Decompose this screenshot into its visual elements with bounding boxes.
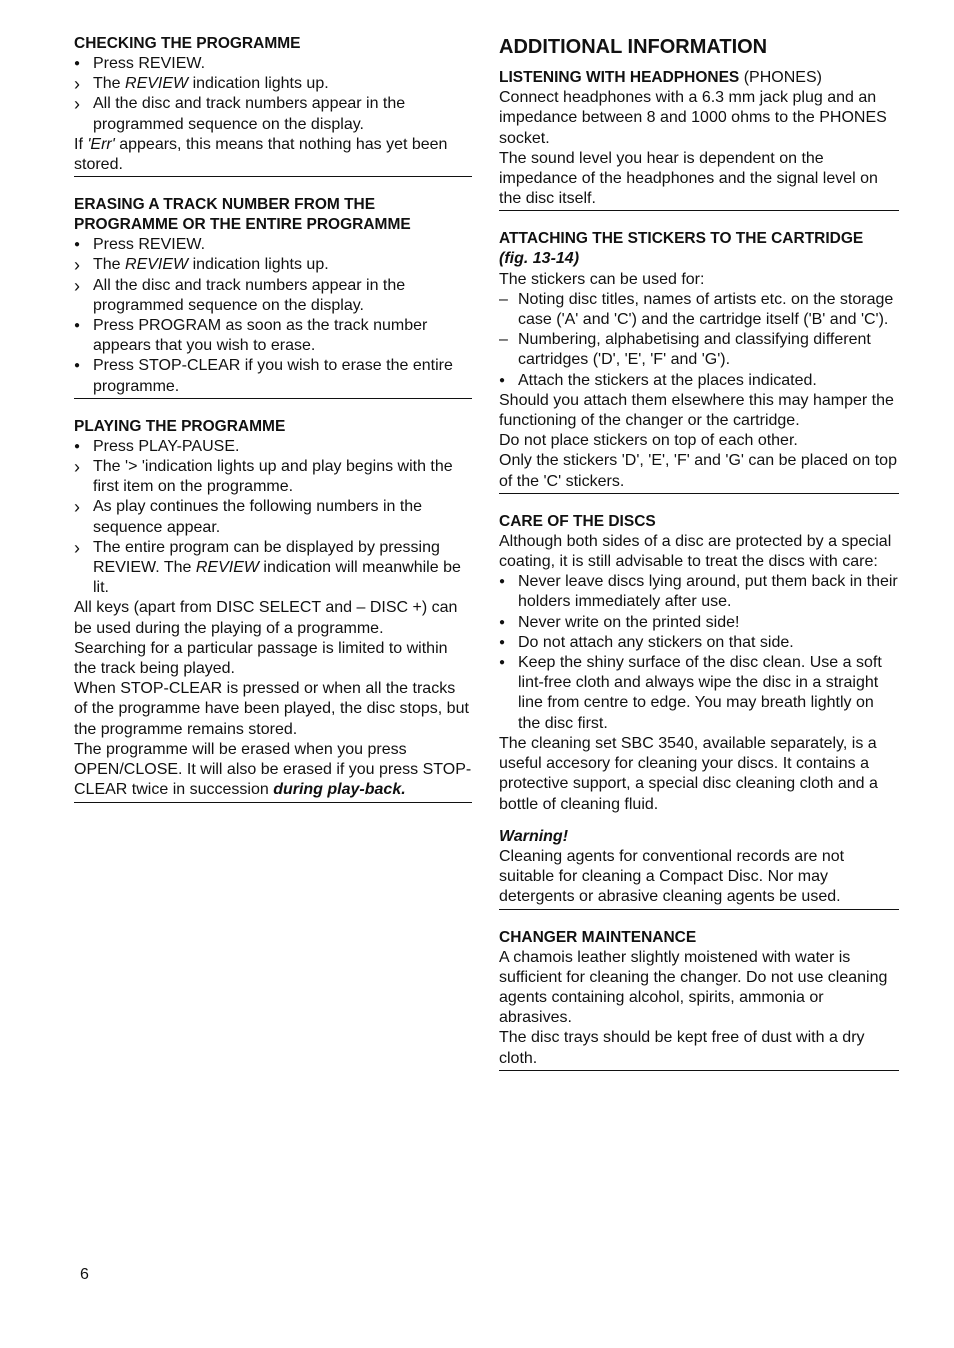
item-text: The — [93, 256, 126, 274]
arrow-icon — [74, 538, 93, 560]
paragraph: The sound level you hear is dependent on the impedance of the headphones and the signal level on the disc itself. — [499, 149, 878, 208]
item-text: Noting disc titles, names of artists etc. on the storage case ('A' and 'C') and the cartridge itself ('B' and 'C'). — [518, 290, 894, 329]
paragraph: Should you attach them elsewhere this may hamper the functioning of the changer or the cartridge. — [499, 391, 894, 430]
section-heading: PLAYING THE PROGRAMME — [74, 417, 286, 435]
figure-reference: (fig. 13-14) — [499, 250, 580, 268]
dash-icon — [499, 290, 518, 310]
paragraph — [74, 135, 472, 175]
item-text: Press REVIEW. — [93, 236, 206, 254]
section-erasing — [74, 195, 472, 399]
bullet-icon — [499, 371, 518, 393]
dash-icon — [499, 330, 518, 350]
paragraph: The disc trays should be kept free of dust with a dry cloth. — [499, 1029, 865, 1067]
paragraph — [74, 740, 472, 801]
bullet-icon — [499, 613, 518, 635]
item-text: indication will meanwhile be lit. — [93, 559, 461, 597]
bullet-item — [499, 633, 899, 653]
bullet-item — [499, 572, 899, 612]
emphasis-text: REVIEW — [125, 256, 189, 274]
item-text: Press PROGRAM as soon as the track number appears that you wish to erase. — [93, 317, 428, 355]
result-item — [74, 538, 472, 599]
item-text: The entire program can be displayed by pressing REVIEW. The — [93, 538, 440, 577]
section-stickers — [499, 229, 899, 493]
bullet-item — [499, 613, 899, 633]
emphasis-text: 'Err' — [87, 135, 115, 153]
bullet-item — [74, 437, 472, 457]
right-column — [499, 34, 899, 1089]
arrow-icon — [74, 457, 93, 479]
result-item — [74, 74, 472, 94]
item-text: Press REVIEW. — [93, 55, 206, 72]
section-heading: ATTACHING THE STICKERS TO THE CARTRIDGE — [499, 230, 864, 248]
result-item — [74, 497, 472, 537]
section-heading: CHECKING THE PROGRAMME — [74, 35, 301, 52]
bullet-icon — [499, 572, 518, 594]
paragraph: Do not place stickers on top of each other. — [499, 432, 798, 450]
result-item — [74, 457, 472, 497]
arrow-icon — [74, 497, 93, 519]
section-heading: ERASING A TRACK NUMBER FROM THE PROGRAMME OR THE ENTIRE PROGRAMME — [74, 196, 411, 234]
bullet-item — [499, 653, 899, 734]
heading-suffix: (PHONES) — [739, 69, 822, 86]
bullet-item — [74, 235, 472, 255]
emphasis-text: REVIEW — [195, 559, 259, 577]
bullet-icon — [499, 633, 518, 655]
text: The programme will be erased when you press OPEN/CLOSE. It will also be erased if you press STOP-CLEAR twice in succession — [74, 740, 472, 799]
result-item — [74, 94, 472, 134]
text: appears, this means that nothing has yet been stored. — [74, 135, 448, 174]
section-heading — [499, 68, 899, 88]
item-text: Press PLAY-PAUSE. — [93, 437, 240, 455]
arrow-icon — [74, 94, 93, 116]
item-text: indication lights up. — [188, 256, 329, 274]
section-heading: CHANGER MAINTENANCE — [499, 928, 697, 946]
emphasis-text: REVIEW — [125, 75, 189, 93]
item-text: Press STOP-CLEAR if you wish to erase the entire programme. — [93, 357, 453, 395]
item-text: Never leave discs lying around, put them back in their holders immediately after use. — [518, 573, 898, 611]
paragraph: Connect headphones with a 6.3 mm jack plug and an impedance between 8 and 1000 ohms to the PHONES socket. — [499, 89, 887, 147]
item-text: Do not attach any stickers on that side. — [518, 633, 794, 651]
item-text: indication lights up. — [188, 75, 329, 93]
bullet-icon — [74, 235, 93, 257]
text: If — [74, 135, 88, 153]
bullet-item — [74, 54, 472, 74]
section-checking-programme — [74, 34, 472, 177]
paragraph: The cleaning set SBC 3540, available separately, is a useful accesory for cleaning your discs. It contains a protective support, a special disc cleaning cloth and a bottle of cleaning fluid. — [499, 734, 878, 813]
emphasis-text: during play-back. — [273, 781, 406, 799]
result-item — [74, 255, 472, 275]
paragraph: Only the stickers 'D', 'E', 'F' and 'G' can be placed on top of the 'C' stickers. — [499, 452, 897, 490]
warning-label: Warning! — [499, 827, 569, 845]
page-title: ADDITIONAL INFORMATION — [499, 36, 768, 58]
paragraph: All keys (apart from DISC SELECT and – DISC +) can be used during the playing of a programme. — [74, 599, 458, 637]
section-heading: CARE OF THE DISCS — [499, 512, 656, 530]
bullet-item — [499, 371, 899, 391]
item-text: Attach the stickers at the places indicated. — [518, 371, 817, 389]
section-headphones — [499, 68, 899, 211]
item-text: The — [93, 75, 126, 93]
heading-text: LISTENING WITH HEADPHONES — [499, 69, 740, 86]
paragraph: Although both sides of a disc are protected by a special coating, it is still advisable to treat the discs with care: — [499, 532, 892, 571]
item-text: All the disc and track numbers appear in the programmed sequence on the display. — [93, 276, 406, 314]
bullet-icon — [499, 653, 518, 675]
paragraph: A chamois leather slightly moistened with water is sufficient for cleaning the changer. Do not use cleaning agents containing alcohol, spirits, ammonia or abrasives. — [499, 948, 888, 1027]
arrow-icon — [74, 74, 93, 96]
paragraph: Searching for a particular passage is limited to within the track being played. — [74, 639, 448, 678]
item-text: As play continues the following numbers in the sequence appear. — [93, 498, 423, 536]
section-care-of-discs — [499, 512, 899, 910]
item-text: Never write on the printed side! — [518, 613, 740, 631]
bullet-icon — [74, 356, 93, 378]
page-number: 6 — [80, 1266, 89, 1283]
paragraph: When STOP-CLEAR is pressed or when all the tracks of the programme have been played, the disc stops, but the programme remains stored. — [74, 680, 469, 738]
arrow-icon — [74, 255, 93, 277]
item-text: Numbering, alphabetising and classifying different cartridges ('D', 'E', 'F' and 'G'). — [518, 331, 871, 369]
section-playing-programme — [74, 417, 472, 803]
dash-item — [499, 290, 899, 330]
left-column — [74, 34, 472, 821]
item-text: Keep the shiny surface of the disc clean. Use a soft lint-free cloth and always wipe the disc in a straight line from centre to edge. You may breath lightly on the disc first. — [518, 654, 882, 732]
bullet-icon — [74, 54, 93, 76]
bullet-item — [74, 356, 472, 396]
paragraph: Cleaning agents for conventional records are not suitable for cleaning a Compact Disc. Nor may detergents or abrasive cleaning agents be used. — [499, 847, 845, 906]
section-changer-maintenance — [499, 928, 899, 1071]
result-item — [74, 276, 472, 316]
bullet-item — [74, 316, 472, 356]
item-text: The '> 'indication lights up and play begins with the first item on the programme. — [93, 458, 453, 496]
item-text: All the disc and track numbers appear in the programmed sequence on the display. — [93, 95, 406, 133]
paragraph: The stickers can be used for: — [499, 270, 705, 288]
dash-item — [499, 330, 899, 370]
bullet-icon — [74, 437, 93, 459]
arrow-icon — [74, 276, 93, 298]
bullet-icon — [74, 316, 93, 338]
